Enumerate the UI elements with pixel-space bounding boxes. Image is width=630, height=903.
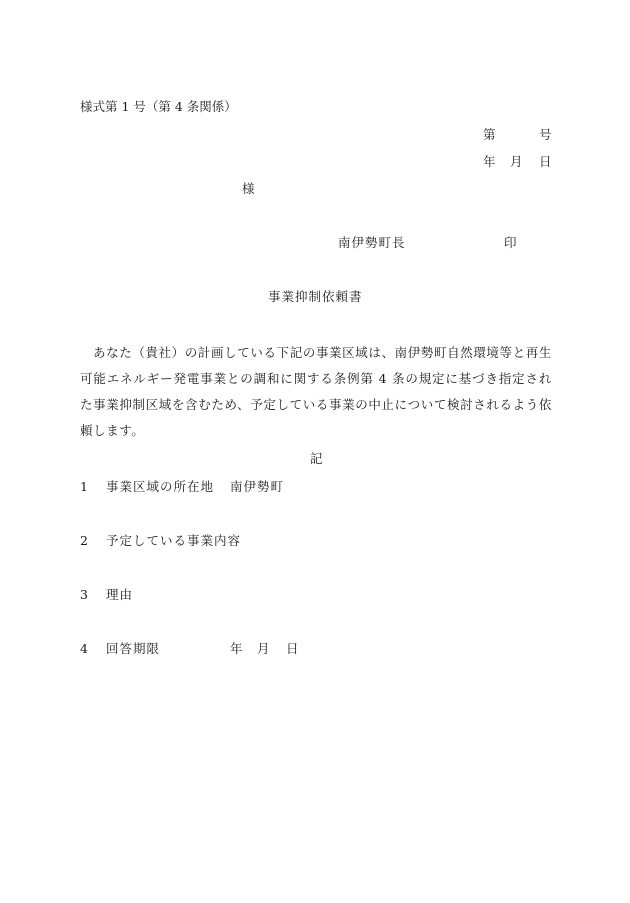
item-label: 理由 (106, 587, 134, 602)
form-label: 様式第 1 号（第 4 条関係） (80, 99, 237, 114)
number-suffix: 号 (539, 127, 552, 142)
item-value: 南伊勢町 (230, 479, 285, 494)
item-number: 3 (80, 587, 88, 602)
item-number: 2 (80, 533, 88, 548)
deadline-year: 年 (230, 641, 243, 656)
ki-label: 記 (310, 451, 323, 466)
body-paragraph (80, 340, 552, 444)
item-label: 事業区域の所在地 (106, 479, 215, 494)
number-prefix: 第 (483, 127, 496, 142)
item-label: 回答期限 (106, 641, 161, 656)
date-year: 年 (483, 154, 496, 169)
sender-title: 南伊勢町長 (338, 235, 406, 250)
item-number: 1 (80, 479, 88, 494)
item-label: 予定している事業内容 (106, 533, 242, 548)
seal-mark: 印 (504, 235, 517, 250)
addressee-honorific: 様 (242, 181, 255, 196)
date-month: 月 (510, 154, 523, 169)
item-number: 4 (80, 641, 88, 656)
body-text: あなた（貴社）の計画している下記の事業区域は、南伊勢町自然環境等と再生可能エネルギー発電事業との調和に関する条例第 4 条の規定に基づき指定された事業抑制区域を含むため、予定している事業の中止について検討されるよう依頼します。 (80, 345, 552, 438)
date-day: 日 (539, 154, 552, 169)
document-title: 事業抑制依頼書 (268, 289, 363, 304)
deadline-month: 月 (257, 641, 270, 656)
deadline-day: 日 (286, 641, 299, 656)
